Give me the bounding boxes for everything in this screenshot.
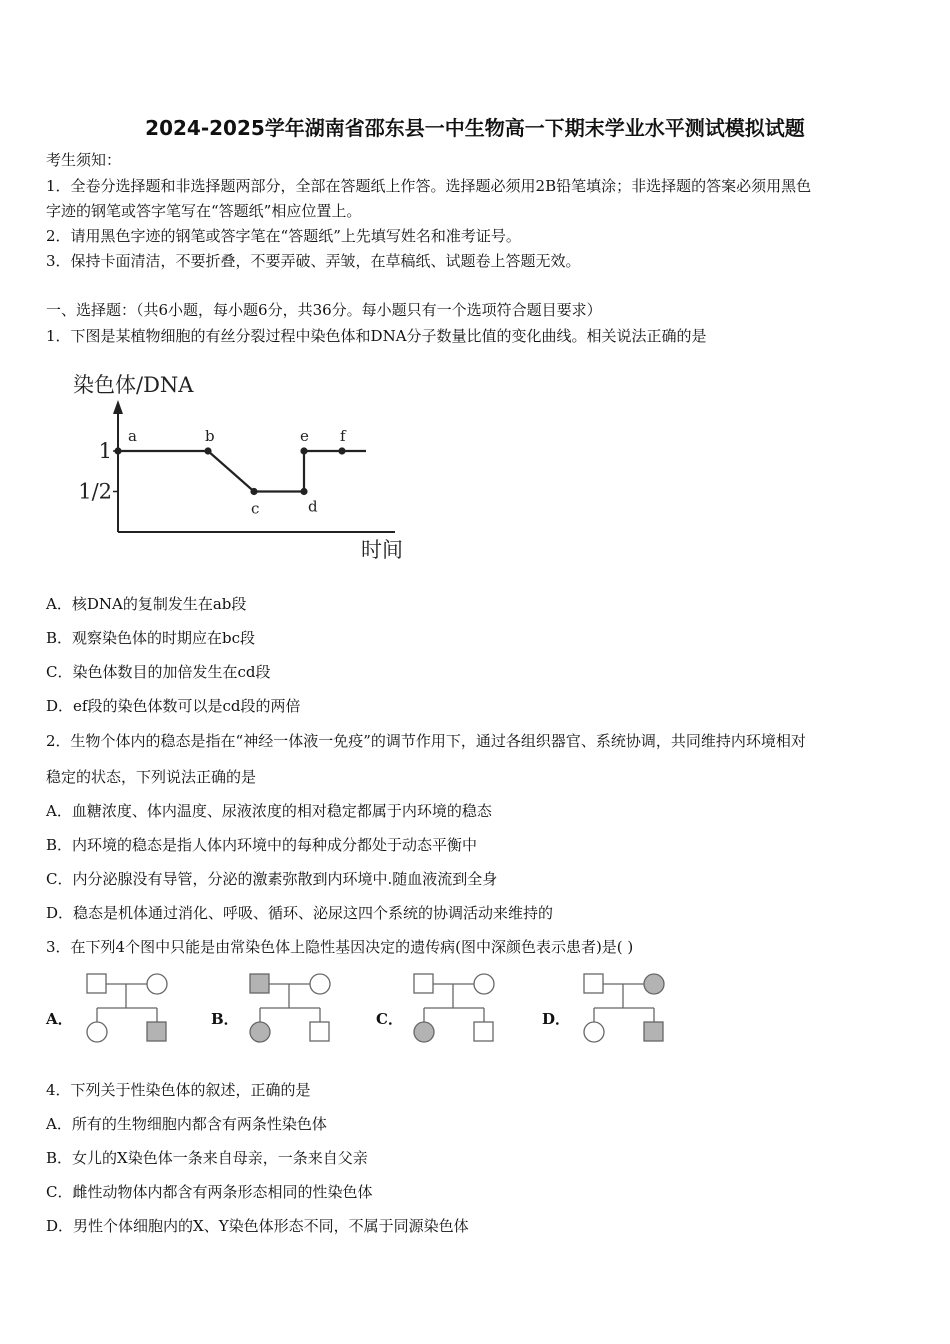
notice-heading: 考生须知： [46, 151, 122, 169]
daughter-circle-affected [414, 1022, 434, 1042]
q4-option-d: D．男性个体细胞内的X、Y染色体形态不同，不属于同源染色体 [46, 1217, 469, 1235]
son-square [474, 1022, 493, 1041]
question-2-cont: 稳定的状态，下列说法正确的是 [46, 768, 257, 786]
q4-option-a: A．所有的生物细胞内都含有两条性染色体 [46, 1115, 327, 1133]
point-c [250, 488, 257, 495]
y-tick-label: 1/2 [78, 479, 112, 504]
q1-option-a: A．核DNA的复制发生在ab段 [46, 595, 247, 613]
y-axis-arrow [113, 400, 123, 414]
father-square-affected [250, 974, 269, 993]
q4-option-b: B．女儿的X染色体一条来自母亲，一条来自父亲 [46, 1149, 368, 1167]
question-stem: 生物个体内的稳态是指在“神经一体液一免疫”的调节作用下，通过各组织器官、系统协调，共同维持内环境相对 [70, 732, 806, 750]
q2-option-d: D．稳态是机体通过消化、呼吸、循环、泌尿这四个系统的协调活动来维持的 [46, 904, 554, 922]
daughter-circle-affected [250, 1022, 270, 1042]
point-f [338, 447, 345, 454]
ratio-curve [118, 451, 366, 492]
mother-circle [310, 974, 330, 994]
q1-option-b: B．观察染色体的时期应在bc段 [46, 629, 256, 647]
son-square-affected [644, 1022, 663, 1041]
mother-circle [474, 974, 494, 994]
section-heading: 一、选择题：（共6小题，每小题6分，共36分。每小题只有一个选项符合题目要求） [46, 301, 602, 319]
point-label-d: d [308, 497, 318, 516]
mother-circle [147, 974, 167, 994]
point-label-b: b [205, 427, 215, 445]
question-3 [46, 937, 633, 957]
notice-item: 3．保持卡面清洁，不要折叠，不要弄破、弄皱，在草稿纸、试题卷上答题无效。 [46, 252, 581, 270]
question-stem: 下列关于性染色体的叙述，正确的是 [70, 1081, 311, 1099]
point-a [114, 447, 121, 454]
daughter-circle [87, 1022, 107, 1042]
pedigree-a [86, 972, 176, 1046]
point-b [204, 447, 211, 454]
father-square [584, 974, 603, 993]
pedigree-label-b: B． [211, 1010, 239, 1028]
pedigree-b [249, 972, 339, 1046]
notice-item: 2．请用黑色字迹的钢笔或答字笔在“答题纸”上先填写姓名和准考证号。 [46, 227, 521, 245]
father-square [414, 974, 433, 993]
question-2 [46, 731, 806, 751]
point-label-c: c [251, 499, 260, 518]
chromosome-dna-ratio-chart [0, 0, 950, 600]
q4-option-c: C．雌性动物体内都含有两条形态相同的性染色体 [46, 1183, 373, 1201]
question-number: 2． [46, 732, 71, 750]
daughter-circle [584, 1022, 604, 1042]
question-number: 4． [46, 1081, 71, 1099]
pedigree-c [413, 972, 503, 1046]
question-4 [46, 1080, 311, 1100]
pedigree-label-a: A． [46, 1010, 73, 1028]
question-stem: 在下列4个图中只能是由常染色体上隐性基因决定的遗传病(图中深颜色表示患者)是( ) [70, 938, 634, 956]
father-square [87, 974, 106, 993]
q2-option-c: C．内分泌腺没有导管，分泌的激素弥散到内环境中.随血液流到全身 [46, 870, 498, 888]
point-label-f: f [340, 427, 346, 445]
pedigree-label-c: C． [376, 1010, 403, 1028]
son-square [310, 1022, 329, 1041]
question-stem: 下图是某植物细胞的有丝分裂过程中染色体和DNA分子数量比值的变化曲线。相关说法正确的是 [70, 327, 707, 345]
pedigree-label-d: D． [542, 1010, 571, 1028]
chart-x-label: 时间 [361, 538, 403, 562]
point-label-e: e [300, 427, 309, 445]
notice-item: 字迹的钢笔或答字笔写在“答题纸”相应位置上。 [46, 202, 362, 220]
y-tick-label: 1 [98, 439, 112, 463]
point-e [300, 447, 307, 454]
chart-y-label: 染色体/DNA [73, 373, 194, 397]
son-square-affected [147, 1022, 166, 1041]
q2-option-a: A．血糖浓度、体内温度、尿液浓度的相对稳定都属于内环境的稳态 [46, 802, 492, 820]
mother-circle-affected [644, 974, 664, 994]
point-d [300, 488, 307, 495]
q2-option-b: B．内环境的稳态是指人体内环境中的每种成分都处于动态平衡中 [46, 836, 478, 854]
notice-item: 1．全卷分选择题和非选择题两部分，全部在答题纸上作答。选择题必须用2B铅笔填涂；非选择题的答案必须用黑色 [46, 177, 812, 195]
page-title: 2024-2025学年湖南省邵东县一中生物高一下期末学业水平测试模拟试题 [145, 116, 805, 140]
question-number: 3． [46, 938, 71, 956]
question-number: 1． [46, 327, 71, 345]
q1-option-d: D．ef段的染色体数可以是cd段的两倍 [46, 697, 301, 715]
q1-option-c: C．染色体数目的加倍发生在cd段 [46, 663, 271, 681]
point-label-a: a [128, 427, 137, 445]
pedigree-d [583, 972, 673, 1046]
